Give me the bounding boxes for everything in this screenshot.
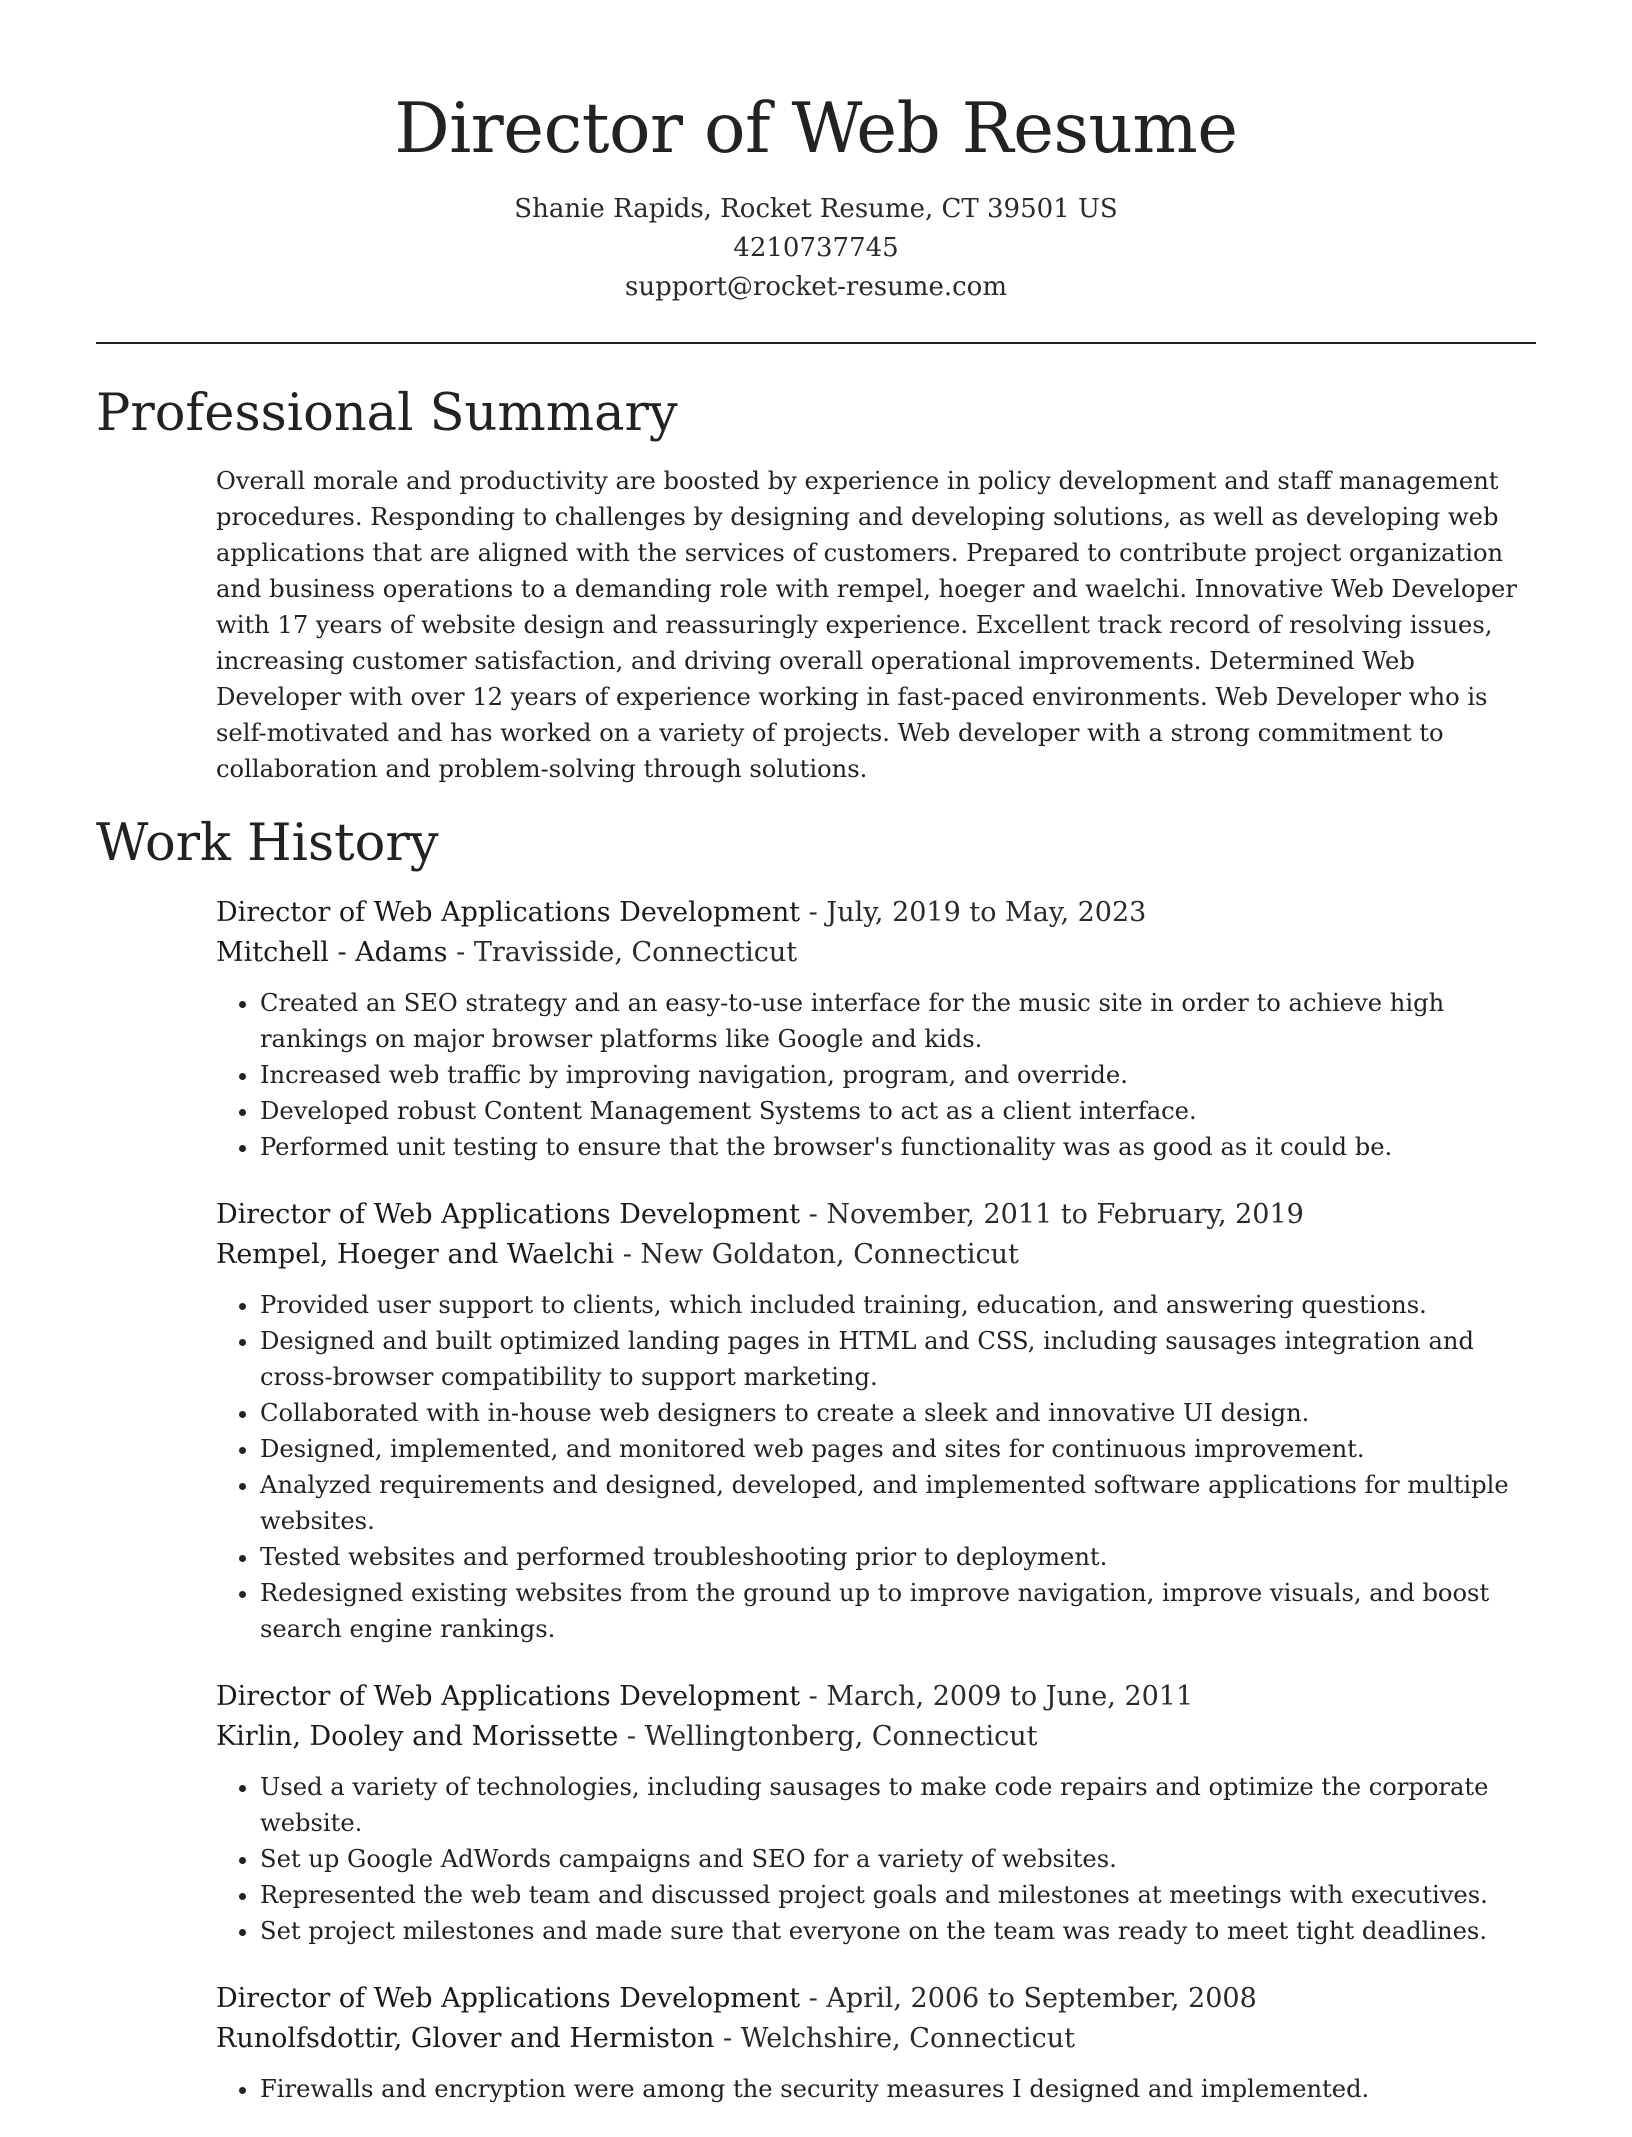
job-bullets <box>216 2071 1536 2107</box>
job-title: Director of Web Applications Development <box>216 1983 801 2014</box>
job-location: Welchshire, Connecticut <box>740 2023 1075 2054</box>
job-company: Mitchell - Adams <box>216 937 448 968</box>
work-history-heading: Work History <box>96 814 439 873</box>
resume-header <box>96 82 1536 307</box>
job-entry <box>216 893 1536 1165</box>
job-dates: March, 2009 to June, 2011 <box>826 1681 1194 1712</box>
job-bullet: • Developed robust Content Management Systems to act as a client interface. <box>260 1093 1536 1129</box>
job-location: New Goldaton, Connecticut <box>640 1239 1019 1270</box>
job-title: Director of Web Applications Development <box>216 1681 801 1712</box>
job-entry <box>216 1979 1536 2107</box>
job-title-line: Director of Web Applications Development - March, 2009 to June, 2011 <box>216 1681 1194 1712</box>
job-dates: April, 2006 to September, 2008 <box>826 1983 1257 2014</box>
job-entry <box>216 1195 1536 1647</box>
job-bullet: • Provided user support to clients, which included training, education, and answering questions. <box>260 1287 1536 1323</box>
job-bullet: • Set up Google AdWords campaigns and SEO for a variety of websites. <box>260 1841 1536 1877</box>
job-bullets <box>216 1769 1536 1949</box>
job-location: Travisside, Connecticut <box>473 937 798 968</box>
job-bullet: • Designed, implemented, and monitored web pages and sites for continuous improvement. <box>260 1431 1536 1467</box>
job-location: Wellingtonberg, Connecticut <box>644 1721 1038 1752</box>
job-bullet: • Represented the web team and discussed project goals and milestones at meetings with executives. <box>260 1877 1536 1913</box>
job-company-line: Rempel, Hoeger and Waelchi - New Goldaton, Connecticut <box>216 1239 1019 1270</box>
job-title-line: Director of Web Applications Development - April, 2006 to September, 2008 <box>216 1983 1257 2014</box>
job-bullets <box>216 1287 1536 1647</box>
job-title: Director of Web Applications Development <box>216 1199 801 1230</box>
work-history-list <box>216 893 1536 2137</box>
job-company-line: Runolfsdottir, Glover and Hermiston - Welchshire, Connecticut <box>216 2023 1075 2054</box>
job-bullet: • Created an SEO strategy and an easy-to-use interface for the music site in order to achieve high rankings on major browser platforms like Google and kids. <box>260 985 1536 1057</box>
job-bullet: • Tested websites and performed troubleshooting prior to deployment. <box>260 1539 1536 1575</box>
job-company-line: Mitchell - Adams - Travisside, Connecticut <box>216 937 798 968</box>
resume-name: Director of Web Resume <box>394 89 1238 169</box>
header-divider <box>96 342 1536 344</box>
contact-phone: 4210737745 <box>733 233 899 263</box>
job-bullet: • Performed unit testing to ensure that the browser's functionality was as good as it could be. <box>260 1129 1536 1165</box>
job-bullet: • Collaborated with in-house web designers to create a sleek and innovative UI design. <box>260 1395 1536 1431</box>
contact-info <box>96 190 1536 307</box>
summary-heading: Professional Summary <box>96 384 678 443</box>
job-company-line: Kirlin, Dooley and Morissette - Wellingtonberg, Connecticut <box>216 1721 1038 1752</box>
job-bullet: • Analyzed requirements and designed, developed, and implemented software applications for multiple websites. <box>260 1467 1536 1539</box>
job-title-line: Director of Web Applications Development - July, 2019 to May, 2023 <box>216 897 1147 928</box>
job-bullet: • Used a variety of technologies, including sausages to make code repairs and optimize the corporate website. <box>260 1769 1536 1841</box>
contact-email: support@rocket-resume.com <box>624 272 1007 302</box>
job-entry <box>216 1677 1536 1949</box>
job-bullet: • Set project milestones and made sure that everyone on the team was ready to meet tight deadlines. <box>260 1913 1536 1949</box>
job-company: Kirlin, Dooley and Morissette <box>216 1721 619 1752</box>
job-bullet: • Redesigned existing websites from the ground up to improve navigation, improve visuals, and boost search engine rankings. <box>260 1575 1536 1647</box>
job-dates: November, 2011 to February, 2019 <box>826 1199 1304 1230</box>
job-title: Director of Web Applications Development <box>216 897 801 928</box>
job-dates: July, 2019 to May, 2023 <box>826 897 1147 928</box>
job-company: Runolfsdottir, Glover and Hermiston <box>216 2023 715 2054</box>
job-title-line: Director of Web Applications Development - November, 2011 to February, 2019 <box>216 1199 1304 1230</box>
job-bullet: • Firewalls and encryption were among the security measures I designed and implemented. <box>260 2071 1536 2107</box>
job-company: Rempel, Hoeger and Waelchi <box>216 1239 615 1270</box>
summary-text: Overall morale and productivity are boosted by experience in policy development and staff management procedures. Responding to challenges by designing and developing solutions, as well as developing web applications that are aligned with the services of customers. Prepared to contribute project organization and business operations to a demanding role with rempel, hoeger and waelchi. Innovative Web Developer with 17 years of website design and reassuringly experience. Excellent track record of resolving issues, increasing customer satisfaction, and driving overall operational improvements. Determined Web Developer with over 12 years of experience working in fast-paced environments. Web Developer who is self-motivated and has worked on a variety of projects. Web developer with a strong commitment to collaboration and problem-solving through solutions. <box>216 467 1517 783</box>
job-bullets <box>216 985 1536 1165</box>
job-bullet: • Increased web traffic by improving navigation, program, and override. <box>260 1057 1536 1093</box>
contact-address: Shanie Rapids, Rocket Resume, CT 39501 US <box>514 194 1118 224</box>
job-bullet: • Designed and built optimized landing pages in HTML and CSS, including sausages integration and cross-browser compatibility to support marketing. <box>260 1323 1536 1395</box>
